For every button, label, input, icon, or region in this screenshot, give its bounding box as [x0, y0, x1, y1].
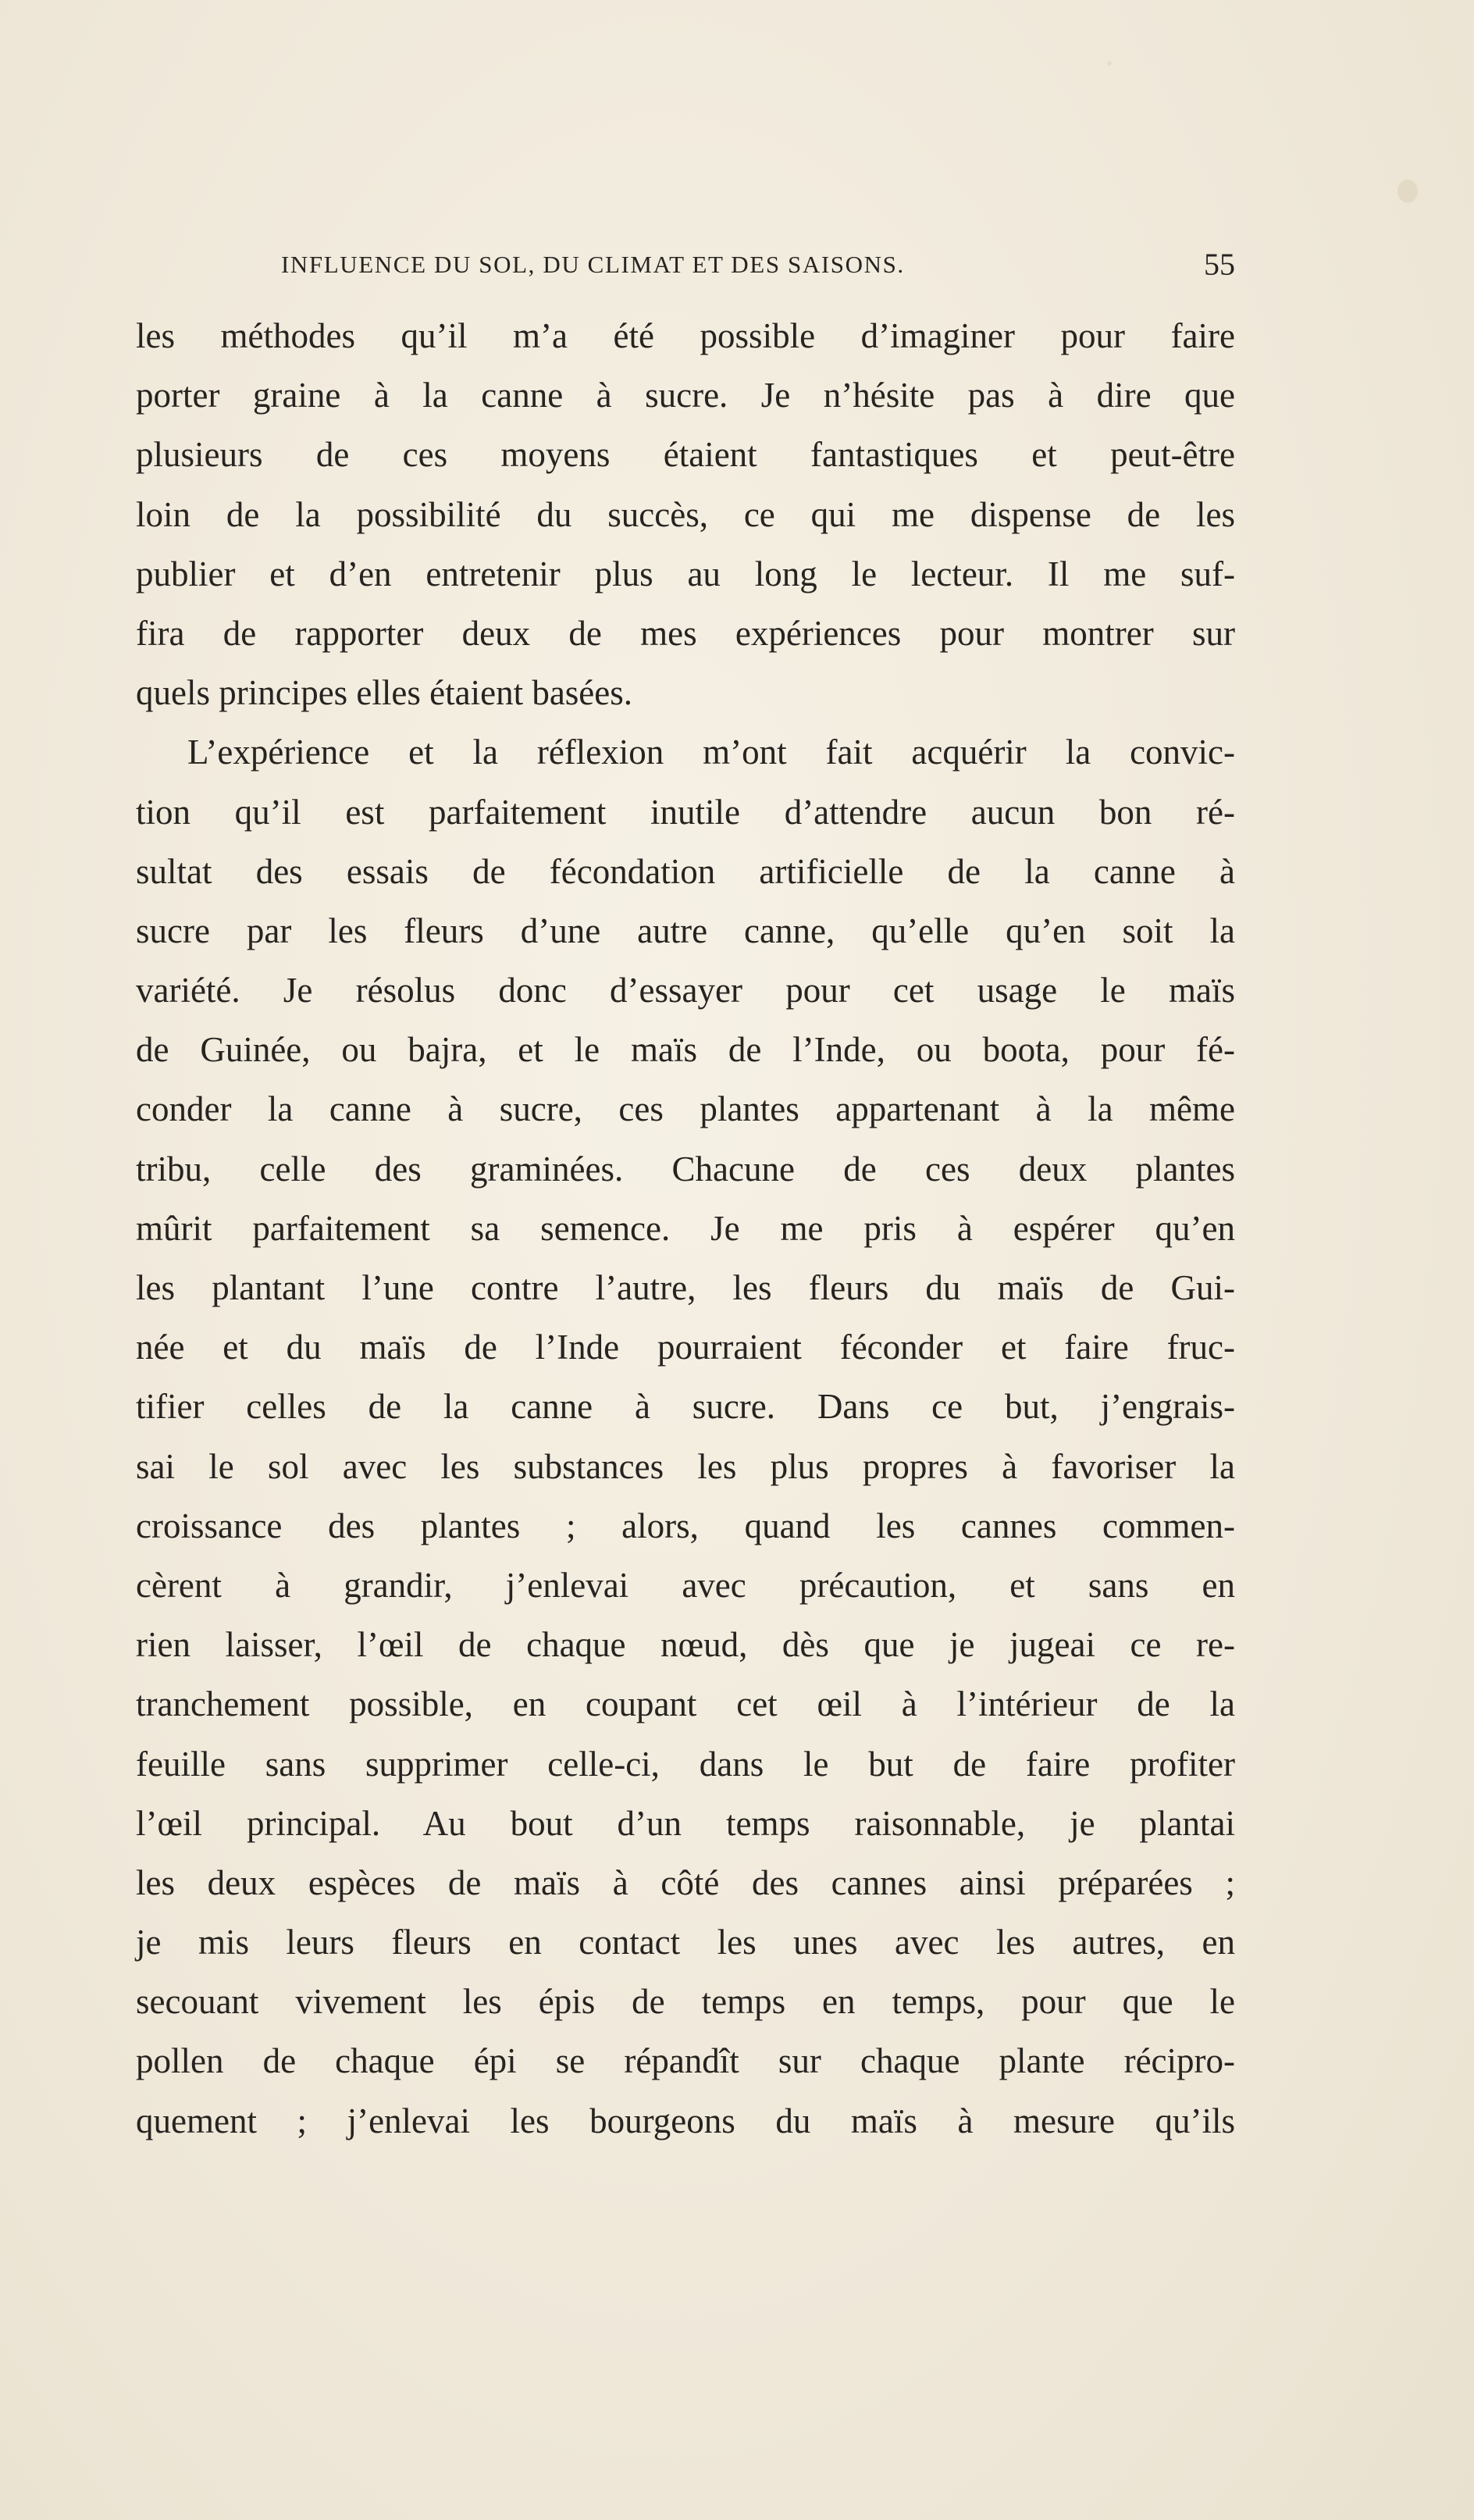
text-line: croissance des plantes ; alors, quand les cannes commen-	[136, 1506, 1235, 1545]
paper-stain	[1397, 180, 1418, 203]
text-line: tifier celles de la canne à sucre. Dans ce but, j’engrais-	[136, 1387, 1235, 1427]
text-line: tranchement possible, en coupant cet œil à l’intérieur de la	[136, 1684, 1235, 1724]
text-line: mûrit parfaitement sa semence. Je me pris à espérer qu’en	[136, 1208, 1235, 1248]
text-line: rien laisser, l’œil de chaque nœud, dès que je jugeai ce re-	[136, 1625, 1235, 1665]
paragraph-start-line: L’expérience et la réflexion m’ont fait acquérir la convic-	[187, 732, 1235, 772]
text-line: porter graine à la canne à sucre. Je n’hésite pas à dire que	[136, 376, 1235, 415]
text-line: quement ; j’enlevai les bourgeons du maïs à mesure qu’ils	[136, 2101, 1235, 2140]
text-line: les méthodes qu’il m’a été possible d’imaginer pour faire	[136, 316, 1235, 355]
text-line: feuille sans supprimer celle-ci, dans le but de faire profiter	[136, 1744, 1235, 1784]
text-line: sucre par les fleurs d’une autre canne, qu’elle qu’en soit la	[136, 911, 1235, 950]
text-line: loin de la possibilité du succès, ce qui me dispense de les	[136, 494, 1235, 534]
text-line: tion qu’il est parfaitement inutile d’attendre aucun bon ré-	[136, 792, 1235, 832]
text-line: de Guinée, ou bajra, et le maïs de l’Inde, ou boota, pour fé-	[136, 1030, 1235, 1070]
text-line: sai le sol avec les substances les plus propres à favoriser la	[136, 1446, 1235, 1486]
text-line: sultat des essais de fécondation artificielle de la canne à	[136, 851, 1235, 891]
running-header	[281, 244, 1235, 286]
text-line: pollen de chaque épi se répandît sur chaque plante récipro-	[136, 2041, 1235, 2081]
paper-stain	[1107, 61, 1112, 66]
text-line: tribu, celle des graminées. Chacune de ces deux plantes	[136, 1149, 1235, 1189]
text-line: variété. Je résolus donc d’essayer pour cet usage le maïs	[136, 971, 1235, 1010]
text-line: l’œil principal. Au bout d’un temps raisonnable, je plantai	[136, 1803, 1235, 1843]
text-line: cèrent à grandir, j’enlevai avec précaution, et sans en	[136, 1565, 1235, 1605]
page-number: 55	[1204, 247, 1235, 282]
text-line: les plantant l’une contre l’autre, les fleurs du maïs de Gui-	[136, 1268, 1235, 1307]
text-line: les deux espèces de maïs à côté des cannes ainsi préparées ;	[136, 1862, 1235, 1902]
body-text	[136, 306, 1235, 2151]
text-line: secouant vivement les épis de temps en temps, pour que le	[136, 1982, 1235, 2022]
text-line: née et du maïs de l’Inde pourraient féconder et faire fruc-	[136, 1328, 1235, 1367]
text-line: publier et d’en entretenir plus au long le lecteur. Il me suf-	[136, 554, 1235, 593]
text-line: je mis leurs fleurs en contact les unes avec les autres, en	[136, 1923, 1235, 1962]
text-line: quels principes elles étaient basées.	[136, 673, 633, 713]
text-line: fira de rapporter deux de mes expériences pour montrer sur	[136, 613, 1235, 653]
running-title: INFLUENCE DU SOL, DU CLIMAT ET DES SAISONS.	[281, 251, 905, 278]
text-line: plusieurs de ces moyens étaient fantastiques et peut-être	[136, 435, 1235, 475]
text-line: conder la canne à sucre, ces plantes appartenant à la même	[136, 1089, 1235, 1129]
